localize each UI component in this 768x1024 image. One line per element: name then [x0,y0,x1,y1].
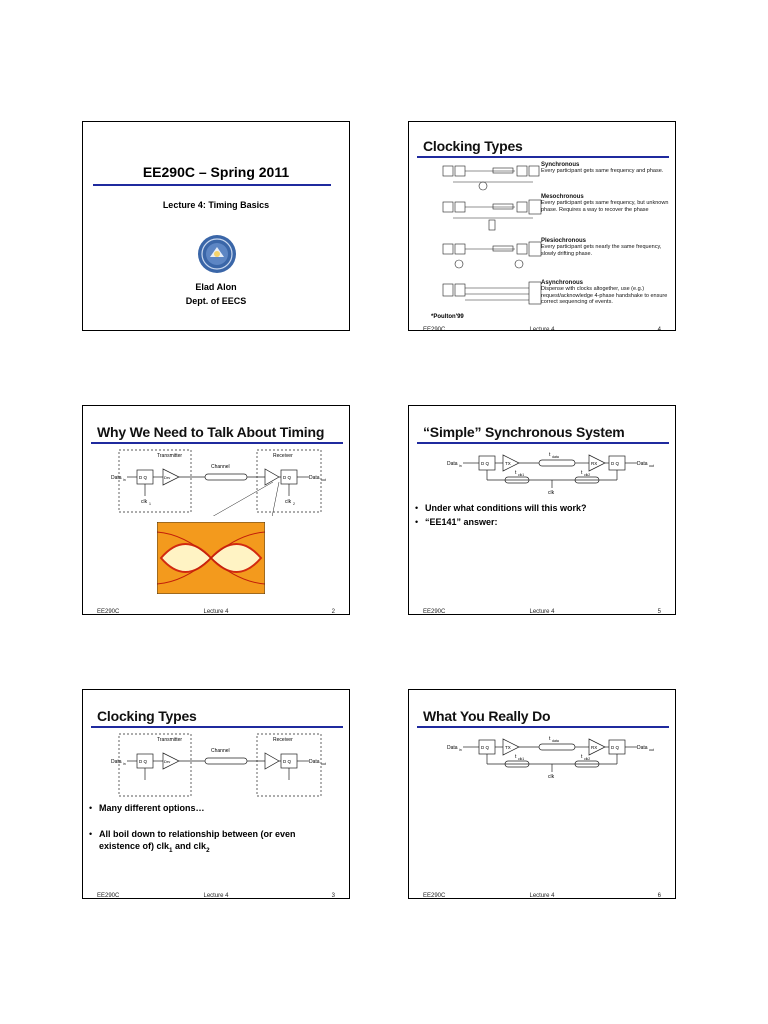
slide-1 [82,121,350,331]
slide-4 [408,121,676,331]
t-clk1-sub: clk1 [518,757,525,761]
clk2-sub: 2 [206,846,210,854]
clocking-type-asynchronous [541,280,673,306]
real-system-diagram [419,732,669,782]
clk2-label: clk [285,499,292,505]
t-data-label: t [549,736,551,742]
link-diagram [87,730,347,800]
footer-course: EE290C [423,893,446,899]
dq-label: D Q [481,745,490,750]
title-rule [417,156,669,158]
footer-page: 6 [657,893,661,899]
bullet-text-line1: All boil down to relationship between (or even [99,829,296,839]
slide-5 [408,405,676,615]
t-clk1-sub: clk1 [518,473,525,477]
slide-6 [408,689,676,899]
data-out-sub: out [321,478,326,482]
type-desc: Dispense with clocks altogether, use (e.g.) request/acknowledge 4-phase handshake to ensure correct sequencing of events. [541,286,668,306]
bullet-conditions: • Under what conditions will this work? [425,502,587,514]
footer-lecture: Lecture 4 [529,609,555,615]
data-in-sub: in [123,762,126,766]
dq-label: D Q [481,461,490,466]
bullet-ee141: • “EE141” answer: [425,516,498,528]
bullet-relationship [99,828,296,857]
t-clk2-label: t [581,470,583,476]
type-desc: Every participant gets nearly the same frequency, slowly drifting phase. [541,244,662,257]
title-rule [91,442,343,444]
data-in-label: Data [111,759,122,765]
title-rule [93,184,331,186]
citation: *Poulton'99 [431,314,464,320]
dq-label: D Q [611,745,620,750]
clk2-sub: 2 [293,502,295,506]
drv-label: Drv [164,759,171,764]
data-in-label: Data [447,461,458,467]
data-out-sub: out [321,762,326,766]
type-desc: Every participant gets same frequency and phase. [541,168,664,175]
footer-page: 2 [331,609,335,615]
clk1-sub: 1 [149,502,151,506]
data-out-sub: out [649,748,654,752]
lecture-subtitle: Lecture 4: Timing Basics [162,200,270,210]
type-name: Asynchronous [541,280,584,286]
data-out-label: Data [309,475,320,481]
data-in-sub: in [459,748,462,752]
footer-lecture: Lecture 4 [203,609,229,615]
bullet-text-line2: existence of) clk [99,841,170,851]
slide-5-title: “Simple” Synchronous System [423,424,625,440]
clk1-label: clk [141,499,148,505]
t-clk1-label: t [515,754,517,760]
data-in-sub: in [459,464,462,468]
university-seal-icon [197,234,237,274]
type-name: Mesochronous [541,194,584,200]
clocking-type-plesiochronous [541,238,673,257]
t-clk2-sub: clk2 [584,473,591,477]
title-rule [91,726,343,728]
sync-system-diagram [419,448,669,498]
dq-label: D Q [283,759,292,764]
clk1-sub: 1 [169,846,173,854]
slide-6-title: What You Really Do [423,708,551,724]
footer-page: 4 [657,327,661,331]
tx-label: TX [505,461,511,466]
author-dept: Dept. of EECS [185,296,247,306]
data-in-label: Data [111,475,122,481]
author-name: Elad Alon [195,282,237,292]
footer-lecture: Lecture 4 [529,327,555,331]
receiver-label: Receiver [273,737,293,743]
clocking-type-mesochronous [541,194,673,213]
dq-label: D Q [283,475,292,480]
data-out-label: Data [637,461,648,467]
type-name: Synchronous [541,162,580,168]
title-rule [417,442,669,444]
t-clk1-label: t [515,470,517,476]
clk-label: clk [548,774,555,780]
t-clk2-sub: clk2 [584,757,591,761]
dq-label: D Q [139,475,148,480]
title-rule [417,726,669,728]
drv-label: Drv [164,475,171,480]
type-desc: Every participant gets same frequency, but unknown phase. Requires a way to recover the phase [541,200,669,213]
footer-page: 5 [657,609,661,615]
link-diagram [87,446,347,516]
dq-label: D Q [139,759,148,764]
footer-lecture: Lecture 4 [203,893,229,899]
bullet-and: and clk [172,841,207,851]
slide-1-title: EE290C – Spring 2011 [142,164,290,180]
dq-label: D Q [611,461,620,466]
channel-label: Channel [211,464,230,470]
footer-lecture: Lecture 4 [529,893,555,899]
slide-2-title: Why We Need to Talk About Timing [97,424,325,440]
data-out-label: Data [637,745,648,751]
transmitter-label: Transmitter [157,453,183,459]
t-data-label: t [549,452,551,458]
data-in-sub: in [123,478,126,482]
slide-4-title: Clocking Types [423,138,523,154]
data-out-label: Data [309,759,320,765]
footer-course: EE290C [97,893,120,899]
eye-diagram-image [157,522,265,594]
clk-label: clk [548,490,555,496]
footer-course: EE290C [97,609,120,615]
slide-3 [82,689,350,899]
receiver-label: Receiver [273,453,293,459]
slide-2 [82,405,350,615]
type-name: Plesiochronous [541,238,587,244]
slide-3-title: Clocking Types [97,708,197,724]
footer-course: EE290C [423,327,446,331]
rx-label: RX [591,745,598,750]
channel-label: Channel [211,748,230,754]
rx-label: RX [591,461,598,466]
t-data-sub: data [552,739,559,743]
t-clk2-label: t [581,754,583,760]
footer-course: EE290C [423,609,446,615]
tx-label: TX [505,745,511,750]
footer-page: 3 [331,893,335,899]
t-data-sub: data [552,455,559,459]
bullet-options: • Many different options… [99,802,205,814]
clocking-type-synchronous [541,162,673,175]
transmitter-label: Transmitter [157,737,183,743]
data-out-sub: out [649,464,654,468]
data-in-label: Data [447,745,458,751]
